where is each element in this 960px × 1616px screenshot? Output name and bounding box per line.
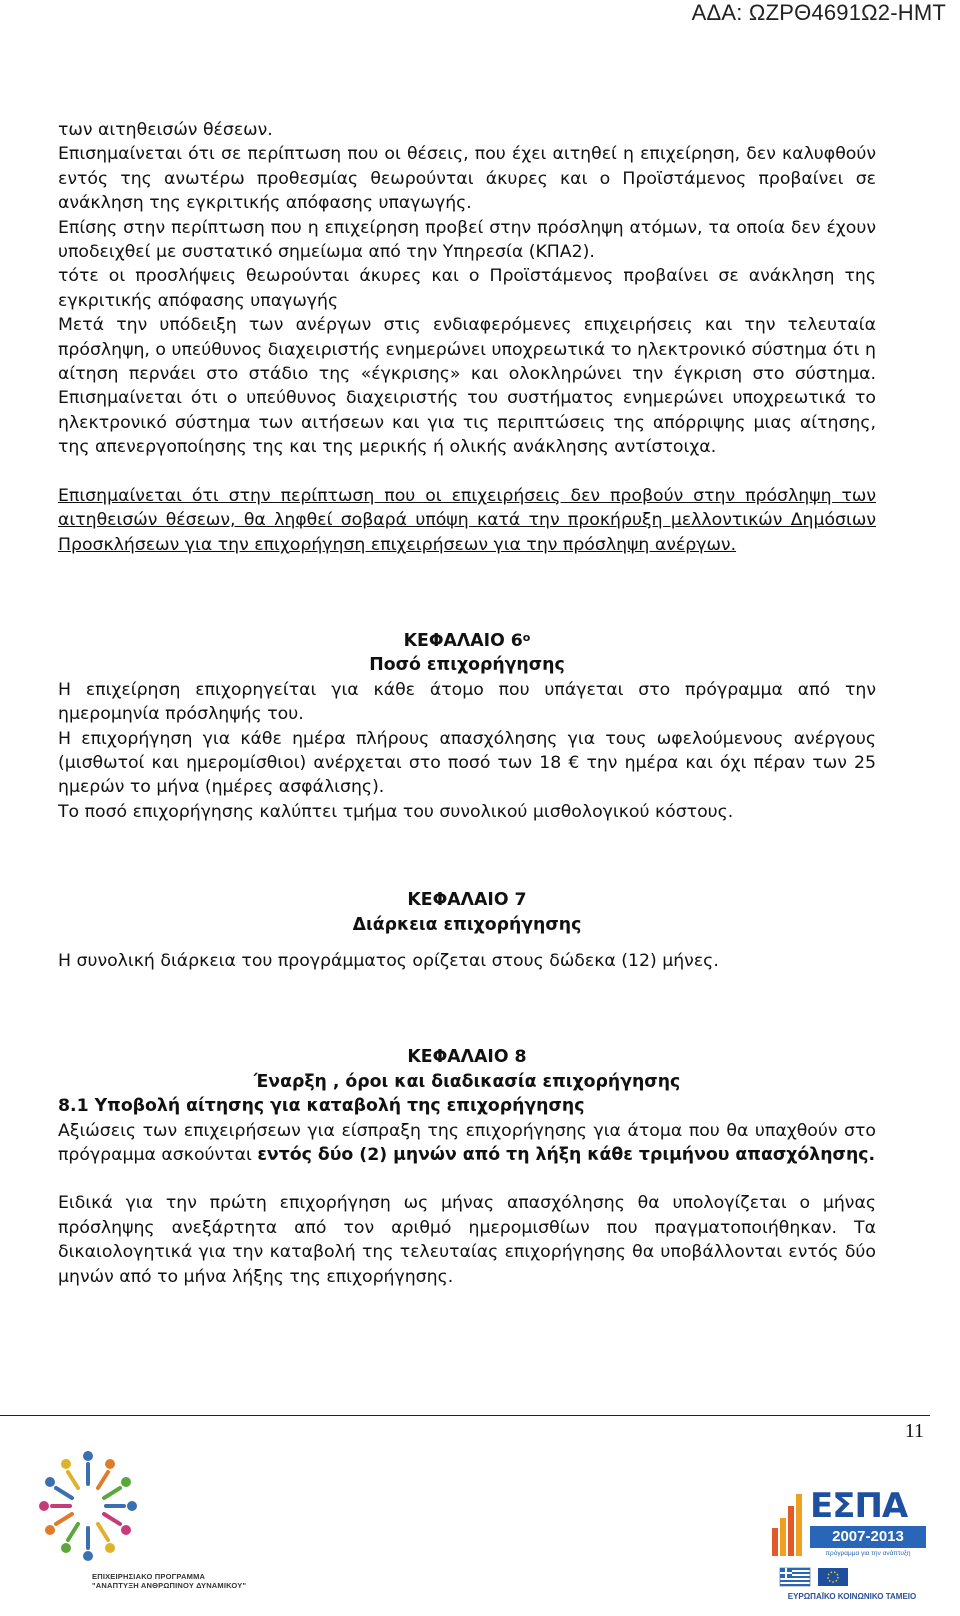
espa-logo (770, 1480, 930, 1610)
paragraph: Αξιώσεις των επιχειρήσεων για είσπραξη της επιχορήγησης για άτομα που θα υπαχθούν στο πρόγραμμα ασκούνται εντός δύο (2) μηνών από τη λήξη κάθε τριμήνου απασχόλησης. (58, 1120, 876, 1165)
chapter-7-heading: ΚΕΦΑΛΑΙΟ 7 (407, 890, 527, 911)
espa-fund: ΕΥΡΩΠΑΪΚΟ ΚΟΙΝΩΝΙΚΟ ΤΑΜΕΙΟ (787, 1592, 917, 1601)
people-circle-icon (28, 1446, 148, 1572)
paragraph: των αιτηθεισών θέσεων. (58, 120, 273, 140)
page-number: 11 (904, 1420, 924, 1442)
espa-wordmark: ΕΣΠΑ (810, 1486, 908, 1526)
paragraph: τότε οι προσλήψεις θεωρούνται άκυρες και ο Προϊστάμενος προβαίνει σε ανάκληση της εγκριτικής απόφασης υπαγωγής (58, 266, 876, 311)
chapter-6-heading: ΚΕΦΑΛΑΙΟ $6^o$ (403, 630, 531, 651)
paragraph: Η επιχείρηση επιχορηγείται για κάθε άτομο που υπάγεται στο πρόγραμμα από την ημερομηνία πρόσληψής του. (58, 679, 876, 725)
footer-rule (0, 1415, 930, 1416)
paragraph: Επίσης στην περίπτωση που η επιχείρηση προβεί στην πρόσληψη ατόμων, τα οποία δεν έχουν υποδειχθεί με συστατικό σημείωμα από την Υπηρεσία (ΚΠΑ2). (58, 217, 876, 263)
epanad-caption: ΕΠΙΧΕΙΡΗΣΙΑΚΟ ΠΡΟΓΡΑΜΜΑ "ΑΝΑΠΤΥΞΗ ΑΝΘΡΩΠΙΝΟΥ ΔΥΝΑΜΙΚΟΥ" (92, 1572, 247, 1590)
espa-bars-icon (770, 1488, 810, 1558)
paragraph: Ειδικά για την πρώτη επιχορήγηση ως μήνας απασχόλησης θα υπολογίζεται ο μήνας πρόσληψης ανεξάρτητα από τον αριθμό ημερομισθίων που πραγματοποιήθηκαν. Τα δικαιολογητικά για την καταβολή της τελευταίας επιχορήγησης θα υποβάλλονται εντός δύο μηνών από το μήνα λήξης της επιχορήγησης. (58, 1193, 876, 1287)
paragraph: Η συνολική διάρκεια του προγράμματος ορίζεται στους δώδεκα (12) μήνες. (58, 950, 719, 971)
paragraph: Επισημαίνεται ότι σε περίπτωση που οι θέσεις, που έχει αιτηθεί η επιχείρηση, δεν καλυφθούν εντός της ανωτέρω προθεσμίας θεωρούνται άκυρες και ο Προϊστάμενος προβαίνει σε ανάκληση της εγκριτικής απόφασης υπαγωγής. (58, 144, 876, 214)
chapter-8-title: Έναρξη , όροι και διαδικασία επιχορήγησης (253, 1071, 681, 1092)
flags-icon (774, 1566, 930, 1588)
espa-years: 2007-2013 (810, 1526, 926, 1548)
chapter-8-heading: ΚΕΦΑΛΑΙΟ 8 (407, 1047, 527, 1068)
paragraph: Το ποσό επιχορήγησης καλύπτει τμήμα του συνολικού μισθολογικού κόστους. (58, 801, 734, 822)
espa-slogan: πρόγραμμα για την ανάπτυξη (825, 1550, 911, 1557)
chapter-6-title: Ποσό επιχορήγησης (369, 655, 565, 676)
paragraph: Μετά την υπόδειξη των ανέργων στις ενδιαφερόμενες επιχειρήσεις και την τελευταία πρόσληψη, ο υπεύθυνος διαχειριστής ενημερώνει υποχρεωτικά το ηλεκτρονικό σύστημα ότι η αίτηση περνάει στο στάδιο της «έγκρισης» και ολοκληρώνει την έγκριση στο σύστημα. Επισημαίνεται ότι ο υπεύθυνος διαχειριστής του συστήματος ενημερώνει υποχρεωτικά το ηλεκτρονικό σύστημα των αιτήσεων και για τις περιπτώσεις της απόρριψης μιας αίτησης, της απενεργοποίησης της και της μερικής ή ολικής ανάκλησης αντίστοιχα. (58, 315, 876, 458)
epanad-logo (28, 1446, 248, 1606)
ada-code: ΑΔΑ: ΩΖΡΘ4691Ω2-ΗΜΤ (691, 0, 946, 25)
paragraph: Η επιχορήγηση για κάθε ημέρα πλήρους απασχόλησης για τους ωφελούμενους ανέργους (μισθωτοί και ημερομίσθιοι) ανέρχεται στο ποσό των 18 € την ημέρα και όχι πέραν των 25 ημερών το μήνα (ημέρες ασφάλισης). (58, 728, 876, 798)
underlined-notice: Επισημαίνεται ότι στην περίπτωση που οι επιχειρήσεις δεν προβούν στην πρόσληψη των αιτηθεισών θέσεων, θα ληφθεί σοβαρά υπόψη κατά την προκήρυξη μελλοντικών Δημόσιων Προσκλήσεων για την επιχορήγηση επιχειρήσεων για την πρόσληψη ανέργων. (58, 485, 876, 555)
document-body (58, 118, 876, 1289)
chapter-7-title: Διάρκεια επιχορήγησης (352, 914, 582, 935)
section-8-1-heading: 8.1 Υποβολή αίτησης για καταβολή της επιχορήγησης (58, 1096, 585, 1117)
